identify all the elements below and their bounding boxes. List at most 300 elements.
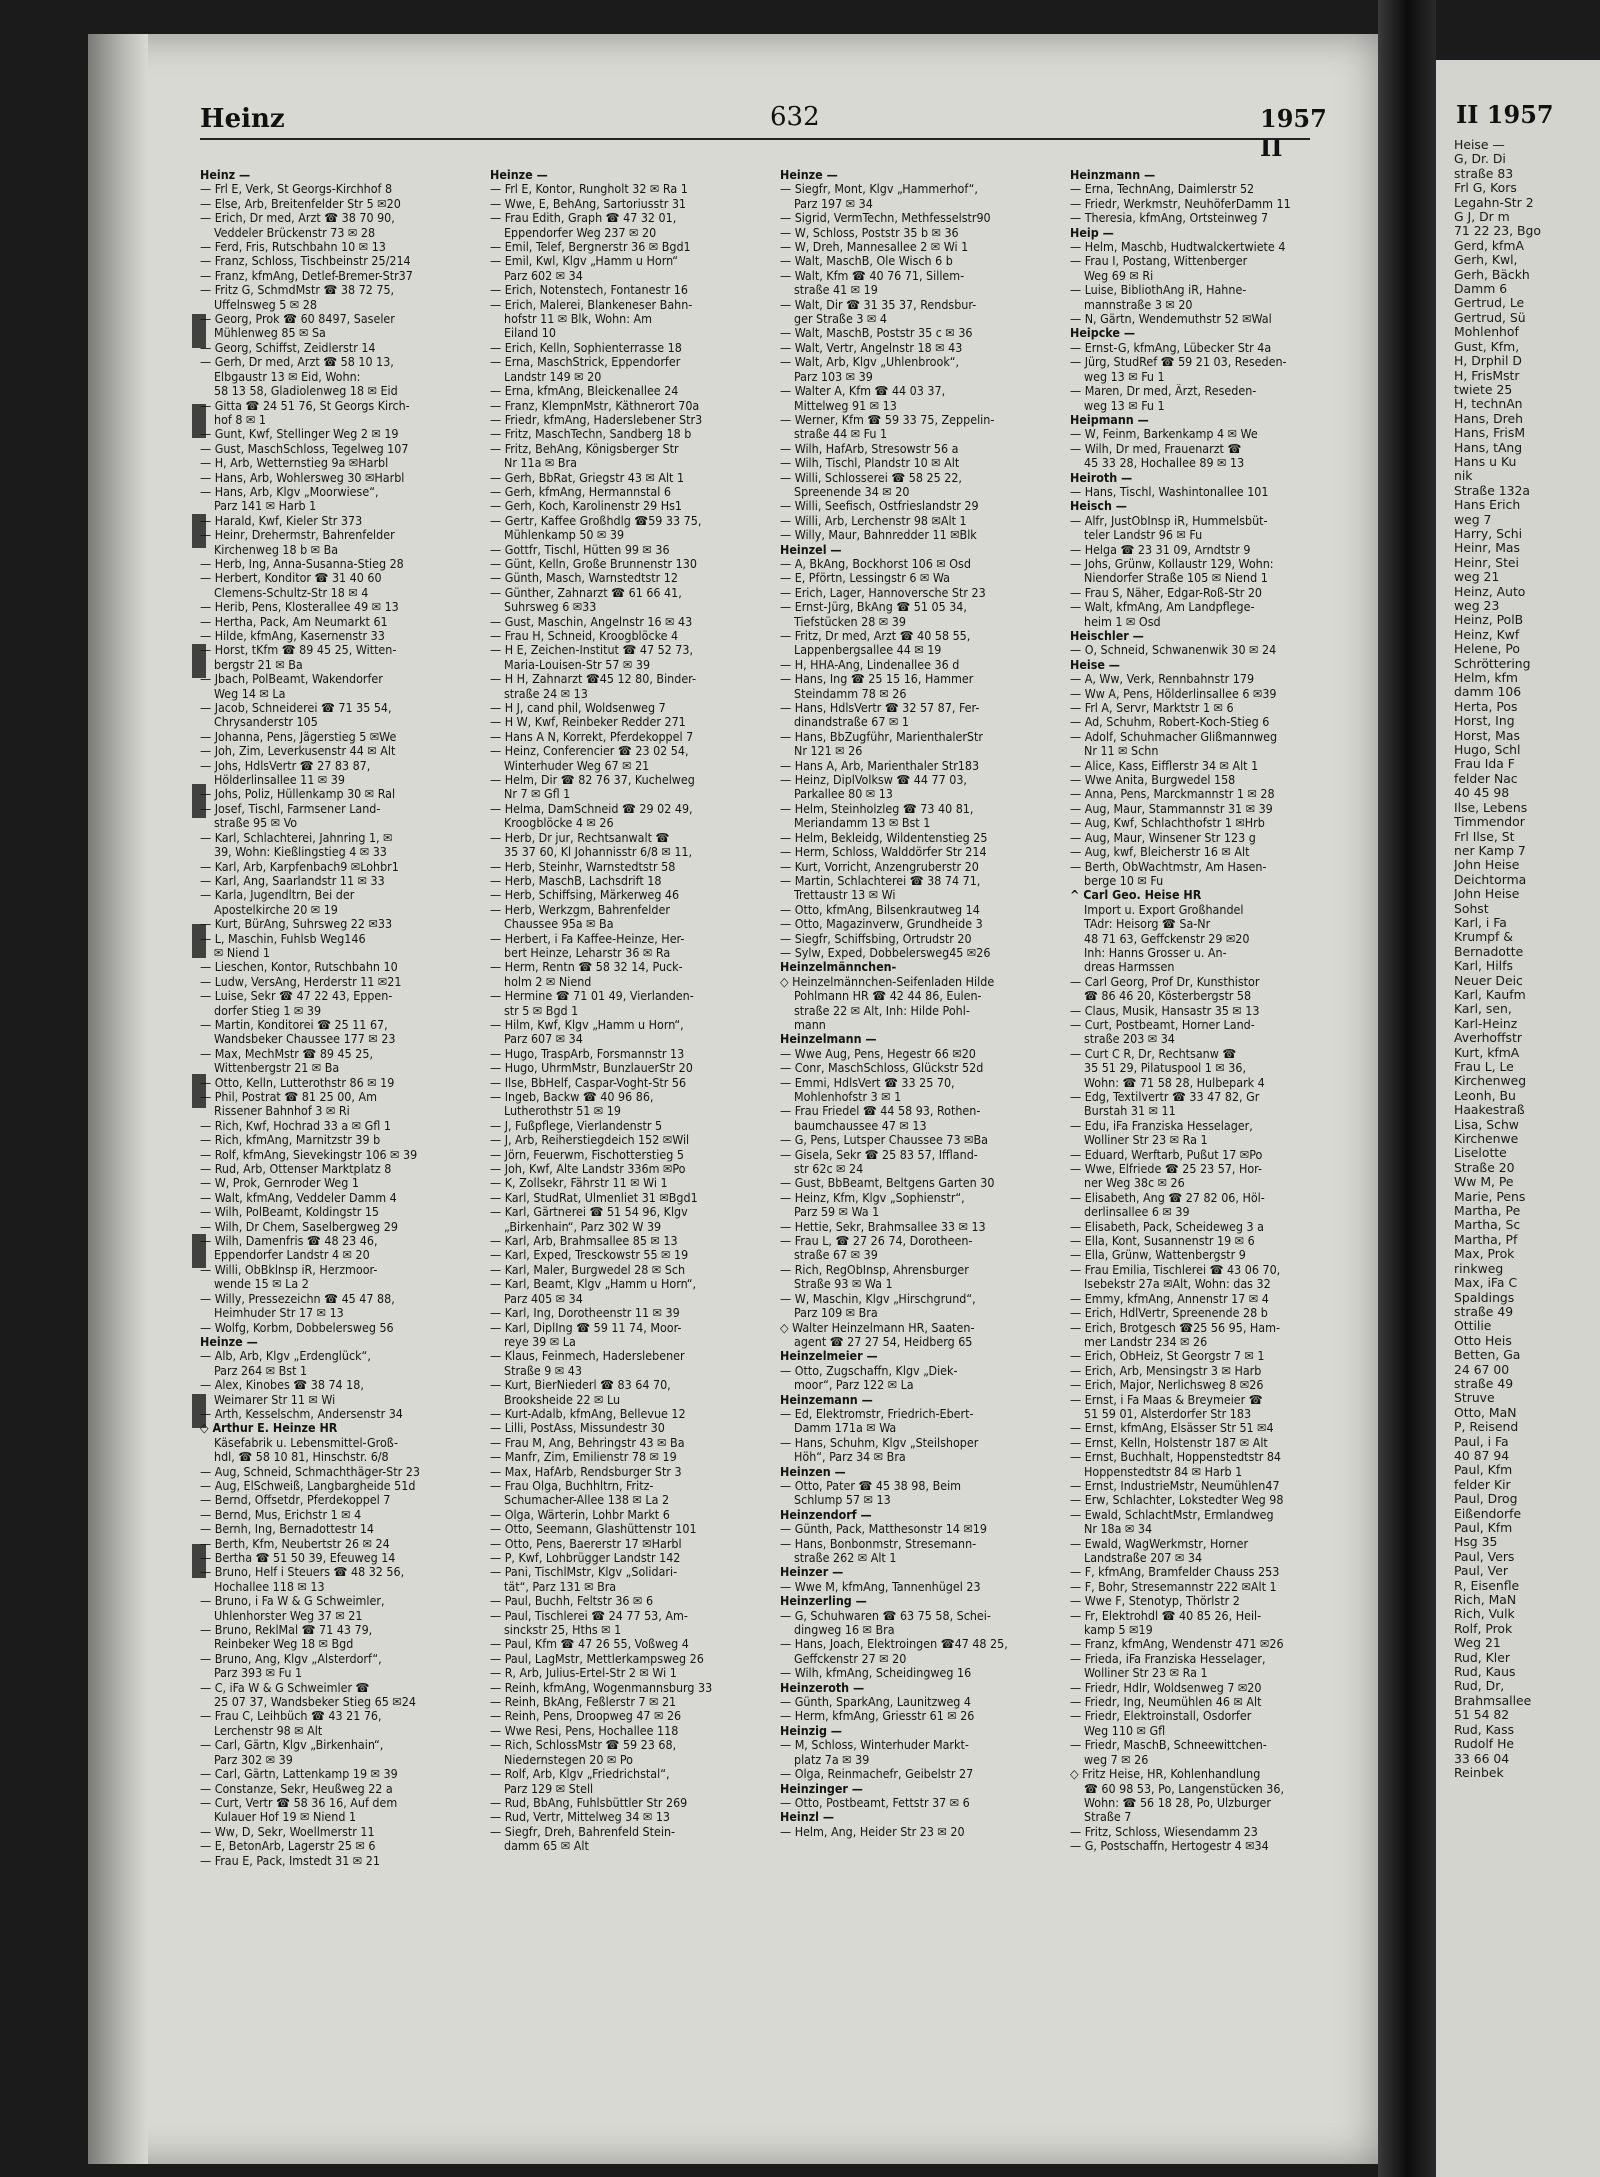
directory-entry: Inh: Hanns Grosser u. An- — [1084, 945, 1227, 960]
directory-entry: — Karl, Arb, Brahmsallee 85 ✉ 13 — [490, 1234, 678, 1249]
directory-entry: Elbgaustr 13 ✉ Eid, Wohn: — [214, 369, 361, 384]
directory-entry: Rissener Bahnhof 3 ✉ Ri — [214, 1104, 350, 1119]
directory-entry: — Jürg, StudRef ☎ 59 21 03, Reseden- — [1070, 355, 1287, 370]
directory-entry: — Fr, Elektrohdl ☎ 40 85 26, Heil- — [1070, 1608, 1262, 1623]
directory-entry: — Bertha ☎ 51 50 39, Efeuweg 14 — [200, 1551, 396, 1565]
directory-entry: — Else, Arb, Breitenfelder Str 5 ✉20 — [200, 196, 401, 211]
directory-entry: sinckstr 25, Hths ✉ 1 — [504, 1623, 622, 1638]
directory-entry: „Birkenhain“, Parz 302 W 39 — [504, 1219, 662, 1234]
next-page-entry: Ilse, Lebens — [1454, 800, 1528, 815]
directory-entry: Apostelkirche 20 ✉ 19 — [214, 902, 338, 917]
directory-entry: 58 13 58, Gladiolenweg 18 ✉ Eid — [214, 384, 398, 399]
next-page-entry: Otto, MaN — [1454, 1405, 1517, 1420]
directory-entry: — Rich, Kwf, Hochrad 33 a ✉ Gfl 1 — [200, 1118, 391, 1133]
directory-entry: 35 51 29, Pilatuspool 1 ✉ 36, — [1084, 1061, 1247, 1076]
directory-entry: ◇ Heinzelmännchen-Seifenladen Hilde — [780, 974, 995, 989]
directory-entry: — Fritz, MaschTechn, Sandberg 18 b — [490, 427, 692, 442]
directory-entry: — Frau Friedel ☎ 44 58 93, Rothen- — [780, 1104, 981, 1119]
directory-entry: mer Landstr 234 ✉ 26 — [1084, 1334, 1208, 1349]
directory-entry: Chrysanderstr 105 — [214, 715, 318, 730]
surname-heading: Heinze — — [780, 168, 838, 182]
directory-entry: — Hilm, Kwf, Klgv „Hamm u Horn“, — [490, 1017, 684, 1032]
directory-entry: straße 41 ✉ 19 — [794, 283, 878, 298]
directory-entry: — Walt, Arb, Klgv „Uhlenbrook“, — [780, 355, 960, 370]
directory-entry: ✉ Niend 1 — [214, 945, 270, 960]
directory-entry: — A, BkAng, Bockhorst 106 ✉ Osd — [780, 556, 971, 571]
directory-entry: moor“, Parz 122 ✉ La — [794, 1378, 914, 1393]
directory-entry: — Wilh, Damenfris ☎ 48 23 46, — [200, 1234, 378, 1249]
directory-entry: — Karl, StudRat, Ulmenliet 31 ✉Bgd1 — [490, 1190, 698, 1205]
directory-entry: — Erich, Lager, Hannoversche Str 23 — [780, 585, 986, 600]
surname-heading: Heip — — [1070, 225, 1114, 240]
next-page-entry: Rolf, Prok — [1454, 1621, 1513, 1636]
directory-entry: — H J, cand phil, Woldsenweg 7 — [490, 701, 666, 716]
directory-entry: — Carl Georg, Prof Dr, Kunsthistor — [1070, 974, 1260, 989]
directory-entry: — Ernst, Buchhalt, Hoppenstedtstr 84 — [1070, 1450, 1282, 1465]
directory-entry: Eiland 10 — [504, 326, 556, 341]
next-page-entry: Gertrud, Sü — [1454, 310, 1526, 325]
next-page-entry: twiete 25 — [1454, 382, 1513, 397]
directory-entry: — Friedr, MaschB, Schneewittchen- — [1070, 1738, 1267, 1753]
directory-entry: heim 1 ✉ Osd — [1084, 614, 1161, 629]
directory-entry: — Hans A N, Korrekt, Pferdekoppel 7 — [490, 729, 694, 744]
directory-entry: — Otto, Pens, Baererstr 17 ✉Harbl — [490, 1536, 682, 1551]
next-page-entry: Paul, Ver — [1454, 1564, 1508, 1579]
directory-entry: — Herm, Rentn ☎ 58 32 14, Puck- — [490, 960, 683, 975]
directory-entry: — Elisabeth, Ang ☎ 27 82 06, Höl- — [1070, 1190, 1265, 1205]
directory-entry: str 5 ✉ Bgd 1 — [504, 1003, 579, 1018]
directory-entry: Kulauer Hof 19 ✉ Niend 1 — [214, 1810, 357, 1825]
directory-entry: — Frl E, Kontor, Rungholt 32 ✉ Ra 1 — [490, 182, 688, 197]
directory-entry: — Herb, Ing, Anna-Susanna-Stieg 28 — [200, 556, 404, 571]
directory-entry: Uhlenhorster Weg 37 ✉ 21 — [214, 1608, 363, 1623]
directory-entry: ger Straße 3 ✉ 4 — [794, 312, 887, 327]
directory-entry: Lappenbergsallee 44 ✉ 19 — [794, 643, 942, 658]
directory-entry: bert Heinze, Leharstr 36 ✉ Ra — [504, 945, 671, 960]
surname-heading: Heinz — — [200, 168, 251, 182]
next-page-entry: H, technAn — [1454, 397, 1523, 412]
directory-entry: — Fritz G, SchmdMstr ☎ 38 72 75, — [200, 283, 395, 298]
directory-entry: — Frl E, Verk, St Georgs-Kirchhof 8 — [200, 182, 393, 197]
directory-entry: — Karl, Ing, Dorotheenstr 11 ✉ 39 — [490, 1306, 680, 1321]
directory-entry: — Franz, KlempnMstr, Käthnerort 70a — [490, 398, 700, 413]
directory-entry: — Edu, iFa Franziska Hesselager, — [1070, 1118, 1253, 1133]
directory-entry: berge 10 ✉ Fu — [1084, 873, 1164, 888]
directory-entry: — Hermine ☎ 71 01 49, Vierlanden- — [490, 989, 694, 1004]
next-page-entry: Paul, Vers — [1454, 1549, 1515, 1564]
directory-columns — [200, 168, 1360, 2128]
directory-entry: — Rich, SchlossMstr ☎ 59 23 68, — [490, 1738, 677, 1753]
directory-entry: — Franz, kfmAng, Detlef-Bremer-Str37 — [200, 268, 413, 283]
directory-entry: — Claus, Musik, Hansastr 35 ✉ 13 — [1070, 1003, 1260, 1018]
next-page-entry: Hans, FrisM — [1454, 426, 1526, 441]
directory-entry: — Helga ☎ 23 31 09, Arndtstr 9 — [1070, 542, 1251, 557]
next-page-entry: 40 87 94 — [1454, 1448, 1510, 1463]
directory-entry: straße 262 ✉ Alt 1 — [794, 1551, 897, 1565]
directory-entry: — Wilh, Tischl, Plandstr 10 ✉ Alt — [780, 456, 960, 471]
next-page-entry: weg 7 — [1454, 512, 1492, 527]
directory-entry: — Heinz, Kfm, Klgv „Sophienstr“, — [780, 1190, 965, 1205]
next-page-entry: H, FrisMstr — [1454, 368, 1520, 383]
next-page-entry: Heise — — [1454, 138, 1505, 152]
directory-entry: — Erw, Schlachter, Lokstedter Weg 98 — [1070, 1493, 1284, 1508]
directory-entry: — Bernd, Offsetdr, Pferdekoppel 7 — [200, 1493, 391, 1508]
directory-entry: Mohlenhofstr 3 ✉ 1 — [794, 1090, 902, 1104]
next-page-entry: 33 66 04 — [1454, 1751, 1510, 1766]
next-page-entry: Martha, Pf — [1454, 1232, 1518, 1247]
directory-entry: — Günth, Masch, Warnstedtstr 12 — [490, 571, 678, 586]
directory-entry: Brooksheide 22 ✉ Lu — [504, 1392, 621, 1407]
next-page-entry: Hans, Dreh — [1454, 411, 1523, 426]
next-page-entry: Bernadotte — [1454, 944, 1524, 959]
directory-entry: — Fritz, Dr med, Arzt ☎ 40 58 55, — [780, 629, 971, 643]
directory-entry: Parz 197 ✉ 34 — [794, 196, 873, 211]
directory-entry: — Emil, Telef, Bergnerstr 36 ✉ Bgd1 — [490, 240, 691, 255]
next-page-entry: Gust, Kfm, — [1454, 339, 1520, 354]
directory-entry: — Erna, MaschStrick, Eppendorfer — [490, 355, 681, 370]
next-page-entry: Helm, kfm — [1454, 671, 1518, 686]
next-page-entry: Hugo, Schl — [1454, 743, 1521, 758]
directory-entry: — Walt, kfmAng, Am Landpflege- — [1070, 600, 1255, 615]
directory-entry: — Hans, Ing ☎ 25 15 16, Hammer — [780, 672, 974, 687]
next-page-entry: damm 106 — [1454, 685, 1522, 700]
next-page-entry: Heinr, Stei — [1454, 555, 1519, 570]
directory-entry: — Max, HafArb, Rendsburger Str 3 — [490, 1464, 682, 1479]
directory-entry: Suhrsweg 6 ✉33 — [504, 600, 597, 615]
directory-entry: — Paul, Buchh, Feltstr 36 ✉ 6 — [490, 1594, 654, 1609]
directory-entry: — Günth, Pack, Matthesonstr 14 ✉19 — [780, 1522, 987, 1537]
directory-entry: — C, iFa W & G Schweimler ☎ — [200, 1680, 370, 1695]
directory-entry: — Curt, Postbeamt, Horner Land- — [1070, 1017, 1255, 1032]
directory-entry: — Bruno, Ang, Klgv „Alsterdorf“, — [200, 1651, 382, 1666]
directory-entry: — Herbert, Konditor ☎ 31 40 60 — [200, 571, 382, 586]
next-page-entry: Heinz, Kwf — [1454, 627, 1520, 642]
directory-entry: — Wwe Resi, Pens, Hochallee 118 — [490, 1723, 679, 1738]
directory-entry: Nr 18a ✉ 34 — [1084, 1522, 1153, 1537]
directory-entry: — Otto, Seemann, Glashüttenstr 101 — [490, 1522, 697, 1537]
directory-entry: platz 7a ✉ 39 — [794, 1752, 870, 1767]
directory-entry: — Herib, Pens, Klosterallee 49 ✉ 13 — [200, 600, 399, 615]
directory-entry: dreas Harmssen — [1084, 960, 1175, 975]
directory-entry: — G, Pens, Lutsper Chaussee 73 ✉Ba — [780, 1133, 988, 1148]
next-page-entry: Reinbek — [1454, 1765, 1504, 1780]
directory-entry: Chaussee 95a ✉ Ba — [504, 917, 614, 932]
next-page-entry: Eißendorfe — [1454, 1506, 1522, 1521]
directory-entry: — Siegfr, Dreh, Bahrenfeld Stein- — [490, 1824, 676, 1839]
next-page-entry: straße 49 — [1454, 1376, 1514, 1391]
directory-entry: — Ernst, IndustrieMstr, Neumühlen47 — [1070, 1478, 1280, 1493]
directory-entry: — Alfr, JustObInsp iR, Hummelsbüt- — [1070, 513, 1268, 528]
next-page-entry: Hans Erich — [1454, 498, 1521, 513]
directory-entry: — Günt, Kelln, Große Brunnenstr 130 — [490, 556, 697, 571]
directory-entry: — Hettie, Sekr, Brahmsallee 33 ✉ 13 — [780, 1219, 986, 1234]
directory-entry: Eppendorfer Landstr 4 ✉ 20 — [214, 1248, 370, 1263]
directory-entry: 25 07 37, Wandsbeker Stieg 65 ✉24 — [214, 1695, 416, 1710]
surname-heading: Heinzelmann — — [780, 1032, 877, 1047]
directory-entry: — Rud, BbAng, Fuhlsbüttler Str 269 — [490, 1795, 688, 1810]
next-page-entry: nik — [1454, 469, 1473, 484]
directory-entry: — Gerh, Koch, Karolinenstr 29 Hs1 — [490, 499, 683, 514]
next-page-entry: Legahn-Str 2 — [1454, 195, 1534, 210]
next-page-header: II 1957 — [1456, 100, 1554, 129]
next-page-entry: weg 21 — [1454, 570, 1500, 585]
directory-entry: — Siegfr, Mont, Klgv „Hammerhof“, — [780, 182, 978, 197]
surname-heading: Heinzemann — — [780, 1392, 873, 1407]
header-keyword: Heinz — [200, 104, 285, 134]
next-page-entry: Rud, Dr, — [1454, 1679, 1505, 1694]
directory-entry: — Berth, Kfm, Neubertstr 26 ✉ 24 — [200, 1536, 390, 1551]
directory-entry: Burstah 31 ✉ 11 — [1084, 1104, 1176, 1119]
directory-entry: straße 24 ✉ 13 — [504, 686, 588, 701]
directory-entry: Nr 7 ✉ Gfl 1 — [504, 787, 571, 802]
directory-entry: — Günther, Zahnarzt ☎ 61 66 41, — [490, 585, 682, 600]
directory-entry: — Gunt, Kwf, Stellinger Weg 2 ✉ 19 — [200, 427, 399, 442]
directory-entry: Winterhuder Weg 67 ✉ 21 — [504, 758, 650, 773]
directory-entry: — Walt, Kfm ☎ 40 76 71, Sillem- — [780, 268, 965, 283]
directory-entry: Höh“, Parz 34 ✉ Bra — [794, 1450, 906, 1465]
next-page-entry: Deichtorma — [1454, 872, 1527, 887]
directory-entry: — Jacob, Schneiderei ☎ 71 35 54, — [200, 701, 392, 716]
next-page-entry: Struve — [1454, 1391, 1495, 1406]
directory-entry: — Franz, Schloss, Tischbeinstr 25/214 — [200, 254, 411, 269]
directory-entry: — J, Arb, Reiherstiegdeich 152 ✉Wil — [490, 1133, 690, 1148]
next-page-entry: Max, Prok — [1454, 1247, 1515, 1262]
directory-entry: dinandstraße 67 ✉ 1 — [794, 715, 909, 730]
directory-entry: — Ernst-G, kfmAng, Lübecker Str 4a — [1070, 340, 1272, 355]
directory-entry: — Aug, Schneid, Schmachthäger-Str 23 — [200, 1464, 420, 1479]
directory-entry: — Willi, Arb, Lerchenstr 98 ✉Alt 1 — [780, 513, 967, 528]
directory-entry: Kirchenweg 18 b ✉ Ba — [214, 542, 339, 557]
directory-entry: — L, Maschin, Fuhlsb Weg146 — [200, 931, 366, 946]
next-page-entry: Horst, Ing — [1454, 714, 1515, 729]
directory-entry: Meriandamm 13 ✉ Bst 1 — [794, 816, 931, 831]
directory-entry: ☎ 60 98 53, Po, Langenstücken 36, — [1084, 1781, 1284, 1796]
next-page-entry: Frau L, Le — [1454, 1060, 1514, 1074]
next-page-entry: Ottilie — [1454, 1319, 1492, 1334]
directory-entry: — Ernst, Kelln, Holstenstr 187 ✉ Alt — [1070, 1435, 1268, 1450]
directory-entry: — Paul, Kfm ☎ 47 26 55, Voßweg 4 — [490, 1637, 689, 1652]
directory-entry: — Wolfg, Korbm, Dobbelersweg 56 — [200, 1320, 394, 1335]
directory-entry: Niendorfer Straße 105 ✉ Niend 1 — [1084, 571, 1268, 586]
next-page-entry: Gertrud, Le — [1454, 296, 1525, 311]
directory-entry: — Wwe Aug, Pens, Hegestr 66 ✉20 — [780, 1046, 976, 1061]
directory-entry: — Adolf, Schuhmacher Glißmannweg — [1070, 729, 1278, 744]
directory-entry: — Ww A, Pens, Hölderlinsallee 6 ✉39 — [1070, 686, 1277, 701]
directory-entry: Wohn: ☎ 71 58 28, Hulbepark 4 — [1084, 1075, 1265, 1090]
directory-entry: hdl, ☎ 58 10 81, Hinschstr. 6/8 — [214, 1450, 389, 1465]
directory-entry: — Rolf, kfmAng, Sievekingstr 106 ✉ 39 — [200, 1147, 418, 1162]
directory-entry: ◇ Fritz Heise, HR, Kohlenhandlung — [1070, 1767, 1261, 1782]
directory-entry: — F, Bohr, Stresemannstr 222 ✉Alt 1 — [1070, 1579, 1277, 1594]
directory-entry: — Karl, Beamt, Klgv „Hamm u Horn“, — [490, 1277, 697, 1292]
directory-entry: weg 13 ✉ Fu 1 — [1084, 369, 1165, 384]
directory-entry: derlinsallee 6 ✉ 39 — [1084, 1205, 1190, 1220]
next-page-entry: Martha, Sc — [1454, 1218, 1521, 1233]
directory-entry: Wolliner Str 23 ✉ Ra 1 — [1084, 1666, 1208, 1681]
directory-entry: straße 203 ✉ 34 — [1084, 1032, 1175, 1047]
directory-entry: Mühlenweg 85 ✉ Sa — [214, 326, 326, 341]
directory-entry: — H, Arb, Wetternstieg 9a ✉Harbl — [200, 456, 389, 471]
next-page-entry: Gerd, kfmA — [1454, 238, 1524, 253]
directory-entry: — Sylw, Exped, Dobbelersweg45 ✉26 — [780, 945, 991, 960]
directory-entry: — Emmi, HdlsVert ☎ 33 25 70, — [780, 1075, 955, 1090]
surname-heading: Heinzer — — [780, 1565, 844, 1580]
directory-entry: — Friedr, Hdlr, Woldsenweg 7 ✉20 — [1070, 1680, 1262, 1695]
directory-entry: — Bruno, ReklMal ☎ 71 43 79, — [200, 1623, 373, 1638]
next-page-entry: Lisa, Schw — [1454, 1117, 1519, 1132]
next-page-entry: Damm 6 — [1454, 282, 1508, 297]
directory-entry: — Kurt, BürAng, Suhrsweg 22 ✉33 — [200, 917, 393, 932]
directory-entry: — Herb, Werkzgm, Bahrenfelder — [490, 902, 670, 917]
next-page-entry: John Heise — [1454, 858, 1520, 873]
next-page-entry: Paul, Kfm — [1454, 1521, 1513, 1535]
surname-heading: Heipmann — — [1070, 412, 1149, 427]
directory-entry: Straße 7 — [1084, 1810, 1132, 1825]
directory-entry: — Gerh, BbRat, Griegstr 43 ✉ Alt 1 — [490, 470, 685, 485]
directory-entry: — F, kfmAng, Bramfelder Chauss 253 — [1070, 1565, 1280, 1580]
directory-entry: — Paul, Tischlerei ☎ 24 77 53, Am- — [490, 1608, 688, 1623]
directory-entry: — Erna, TechnAng, Daimlerstr 52 — [1070, 182, 1255, 197]
directory-entry: — Wwe F, Stenotyp, Thörlstr 2 — [1070, 1594, 1240, 1609]
directory-entry: — Bernh, Ing, Bernadottestr 14 — [200, 1522, 375, 1537]
directory-entry: — Gust, BbBeamt, Beltgens Garten 30 — [780, 1176, 995, 1191]
directory-entry: — Karl, Gärtnerei ☎ 51 54 96, Klgv — [490, 1205, 688, 1220]
next-page-entry: Paul, Drog — [1454, 1492, 1518, 1507]
directory-entry: — Hans, HdlsVertr ☎ 32 57 87, Fer- — [780, 701, 980, 716]
directory-entry: wende 15 ✉ La 2 — [214, 1277, 309, 1292]
next-page-entry: Schröttering — [1454, 656, 1531, 671]
directory-entry: — Aug, Maur, Winsener Str 123 g — [1070, 830, 1256, 845]
directory-entry: — Frau S, Näher, Edgar-Roß-Str 20 — [1070, 585, 1262, 600]
next-page-entry: Rud, Kass — [1454, 1722, 1515, 1737]
directory-entry: teler Landstr 96 ✉ Fu — [1084, 528, 1203, 543]
directory-entry: — Horst, tKfm ☎ 89 45 25, Witten- — [200, 643, 397, 658]
surname-heading: ^ Carl Geo. Heise HR — [1070, 888, 1202, 903]
surname-heading: ◇ Arthur E. Heinze HR — [200, 1421, 338, 1436]
next-page-entry: Betten, Ga — [1454, 1348, 1521, 1363]
directory-entry: — Günth, SparkAng, Launitzweg 4 — [780, 1695, 972, 1710]
directory-entry: — Hans, BbZugführ, MarienthalerStr — [780, 729, 983, 744]
directory-entry: ◇ Walter Heinzelmann HR, Saaten- — [780, 1320, 975, 1335]
directory-entry: agent ☎ 27 27 54, Heidberg 65 — [794, 1334, 973, 1349]
directory-entry: 39, Wohn: Kießlingstieg 4 ✉ 33 — [214, 845, 387, 860]
next-page-entry: P, Reisend — [1454, 1420, 1519, 1435]
surname-heading: Heinzendorf — — [780, 1507, 872, 1522]
directory-entry: — Frau C, Leihbüch ☎ 43 21 76, — [200, 1709, 382, 1724]
directory-entry: — Theresia, kfmAng, Ortsteinweg 7 — [1070, 211, 1269, 226]
directory-entry: — Conr, MaschSchloss, Glückstr 52d — [780, 1061, 984, 1076]
next-page-entry: straße 83 — [1454, 166, 1514, 181]
directory-entry: 51 59 01, Alsterdorfer Str 183 — [1084, 1406, 1252, 1421]
surname-heading: Heinzelmeier — — [780, 1349, 878, 1364]
directory-entry: — Karla, Jugendltrn, Bei der — [200, 888, 355, 903]
directory-entry: hofstr 11 ✉ Blk, Wohn: Am — [504, 312, 653, 327]
directory-entry: Niedernstegen 20 ✉ Po — [504, 1752, 633, 1767]
directory-entry: bergstr 21 ✉ Ba — [214, 657, 303, 672]
next-page-entry: Kirchenwe — [1454, 1132, 1519, 1147]
next-page-entry: Ww M, Pe — [1454, 1175, 1514, 1190]
directory-entry: Hoppenstedtstr 84 ✉ Harb 1 — [1084, 1464, 1243, 1479]
directory-entry: — Rolf, Arb, Klgv „Friedrichstal“, — [490, 1767, 670, 1782]
directory-entry: — Luise, Sekr ☎ 47 22 43, Eppen- — [200, 989, 393, 1004]
surname-heading: Heinze — — [200, 1334, 258, 1349]
directory-entry: — Heinz, Conferencier ☎ 23 02 54, — [490, 744, 689, 759]
next-page-entry: felder Kir — [1454, 1477, 1511, 1492]
directory-entry: Parz 103 ✉ 39 — [794, 369, 873, 384]
surname-heading: Heinzerling — — [780, 1594, 867, 1609]
directory-entry: — Gust, MaschSchloss, Tegelweg 107 — [200, 441, 409, 456]
directory-entry: Parkallee 80 ✉ 13 — [794, 787, 893, 802]
next-page-entry: Frau Ida F — [1454, 757, 1515, 772]
directory-entry: Parz 59 ✉ Wa 1 — [794, 1205, 880, 1220]
directory-entry: — Ella, Grünw, Wattenbergstr 9 — [1070, 1248, 1246, 1263]
directory-entry: — Ernst, i Fa Maas & Breymeier ☎ — [1070, 1392, 1263, 1407]
next-page-entry: felder Nac — [1454, 771, 1518, 786]
next-page-entry: Heinz, Auto — [1454, 584, 1526, 599]
directory-entry: — Frau E, Pack, Imstedt 31 ✉ 21 — [200, 1853, 380, 1868]
directory-entry: — Rud, Arb, Ottenser Marktplatz 8 — [200, 1162, 392, 1177]
next-page-entry: Karl, Hilfs — [1454, 959, 1513, 974]
directory-entry: — M, Schloss, Winterhuder Markt- — [780, 1738, 969, 1753]
directory-entry: Damm 171a ✉ Wa — [794, 1421, 897, 1436]
directory-entry: — O, Schneid, Schwanenwik 30 ✉ 24 — [1070, 643, 1277, 658]
directory-entry: Veddeler Brückenstr 73 ✉ 28 — [214, 225, 376, 240]
directory-entry: — Joh, Zim, Leverkusenstr 44 ✉ Alt — [200, 744, 396, 759]
column-3 — [780, 168, 1060, 2128]
directory-entry: Schumacher-Allee 138 ✉ La 2 — [504, 1493, 670, 1508]
directory-entry: — Willy, Pressezeichn ☎ 45 47 88, — [200, 1291, 395, 1306]
directory-entry: — W, Dreh, Mannesallee 2 ✉ Wi 1 — [780, 240, 969, 255]
directory-entry: — Helma, DamSchneid ☎ 29 02 49, — [490, 801, 693, 816]
directory-entry: — H E, Zeichen-Institut ☎ 47 52 73, — [490, 643, 694, 658]
directory-entry: — Alb, Arb, Klgv „Erdenglück“, — [200, 1349, 371, 1364]
next-page-entry: Marie, Pens — [1454, 1189, 1526, 1204]
directory-entry: Straße 9 ✉ 43 — [504, 1363, 582, 1378]
directory-entry: — Luise, BibliothAng iR, Hahne- — [1070, 283, 1247, 298]
next-page-entry: Rudolf He — [1454, 1737, 1515, 1752]
directory-entry: straße 67 ✉ 39 — [794, 1248, 878, 1263]
directory-entry: Mühlenkamp 50 ✉ 39 — [504, 528, 625, 543]
directory-entry: — Ilse, BbHelf, Caspar-Voght-Str 56 — [490, 1075, 687, 1090]
directory-entry: — Aug, ElSchweiß, Langbargheide 51d — [200, 1478, 416, 1493]
next-page-entry: Martha, Pe — [1454, 1204, 1521, 1219]
directory-entry: — Wwe Anita, Burgwedel 158 — [1070, 773, 1236, 788]
directory-entry: — Frau H, Schneid, Kroogblöcke 4 — [490, 629, 679, 643]
next-page-entry: Heinr, Mas — [1454, 541, 1520, 556]
directory-entry: — Erich, Notenstech, Fontanestr 16 — [490, 283, 688, 298]
next-page-entry: Straße 20 — [1454, 1160, 1515, 1175]
directory-entry: — J, Fußpflege, Vierlandenstr 5 — [490, 1118, 663, 1133]
directory-entry: — Erna, kfmAng, Bleickenallee 24 — [490, 384, 679, 399]
directory-entry: — Herb, Dr jur, Rechtsanwalt ☎ — [490, 830, 670, 845]
directory-entry: — Johs, Grünw, Kollaustr 129, Wohn: — [1070, 556, 1274, 571]
directory-entry: — Arth, Kesselschm, Andersenstr 34 — [200, 1406, 403, 1421]
directory-entry: — Berth, ObWachtmstr, Am Hasen- — [1070, 859, 1267, 874]
directory-entry: — Ludw, VersAng, Herderstr 11 ✉21 — [200, 974, 402, 989]
surname-heading: Heinzmann — — [1070, 168, 1156, 182]
directory-entry: — Ad, Schuhm, Robert-Koch-Stieg 6 — [1070, 715, 1270, 730]
next-page-entry: Gerh, Bäckh — [1454, 267, 1530, 282]
next-page-entry: 40 45 98 — [1454, 786, 1510, 801]
directory-entry: Reinbeker Weg 18 ✉ Bgd — [214, 1637, 354, 1652]
directory-entry: — Frau I, Postang, Wittenberger — [1070, 254, 1248, 269]
next-page-entry: H, Drphil D — [1454, 354, 1522, 369]
directory-entry: reye 39 ✉ La — [504, 1334, 576, 1349]
directory-entry: — Erich, HdlVertr, Spreenende 28 b — [1070, 1306, 1268, 1321]
directory-entry: — Constanze, Sekr, Heußweg 22 a — [200, 1781, 393, 1796]
directory-entry: — Bruno, Helf i Steuers ☎ 48 32 56, — [200, 1565, 405, 1580]
directory-entry: — Ewald, WagWerkmstr, Horner — [1070, 1536, 1249, 1551]
